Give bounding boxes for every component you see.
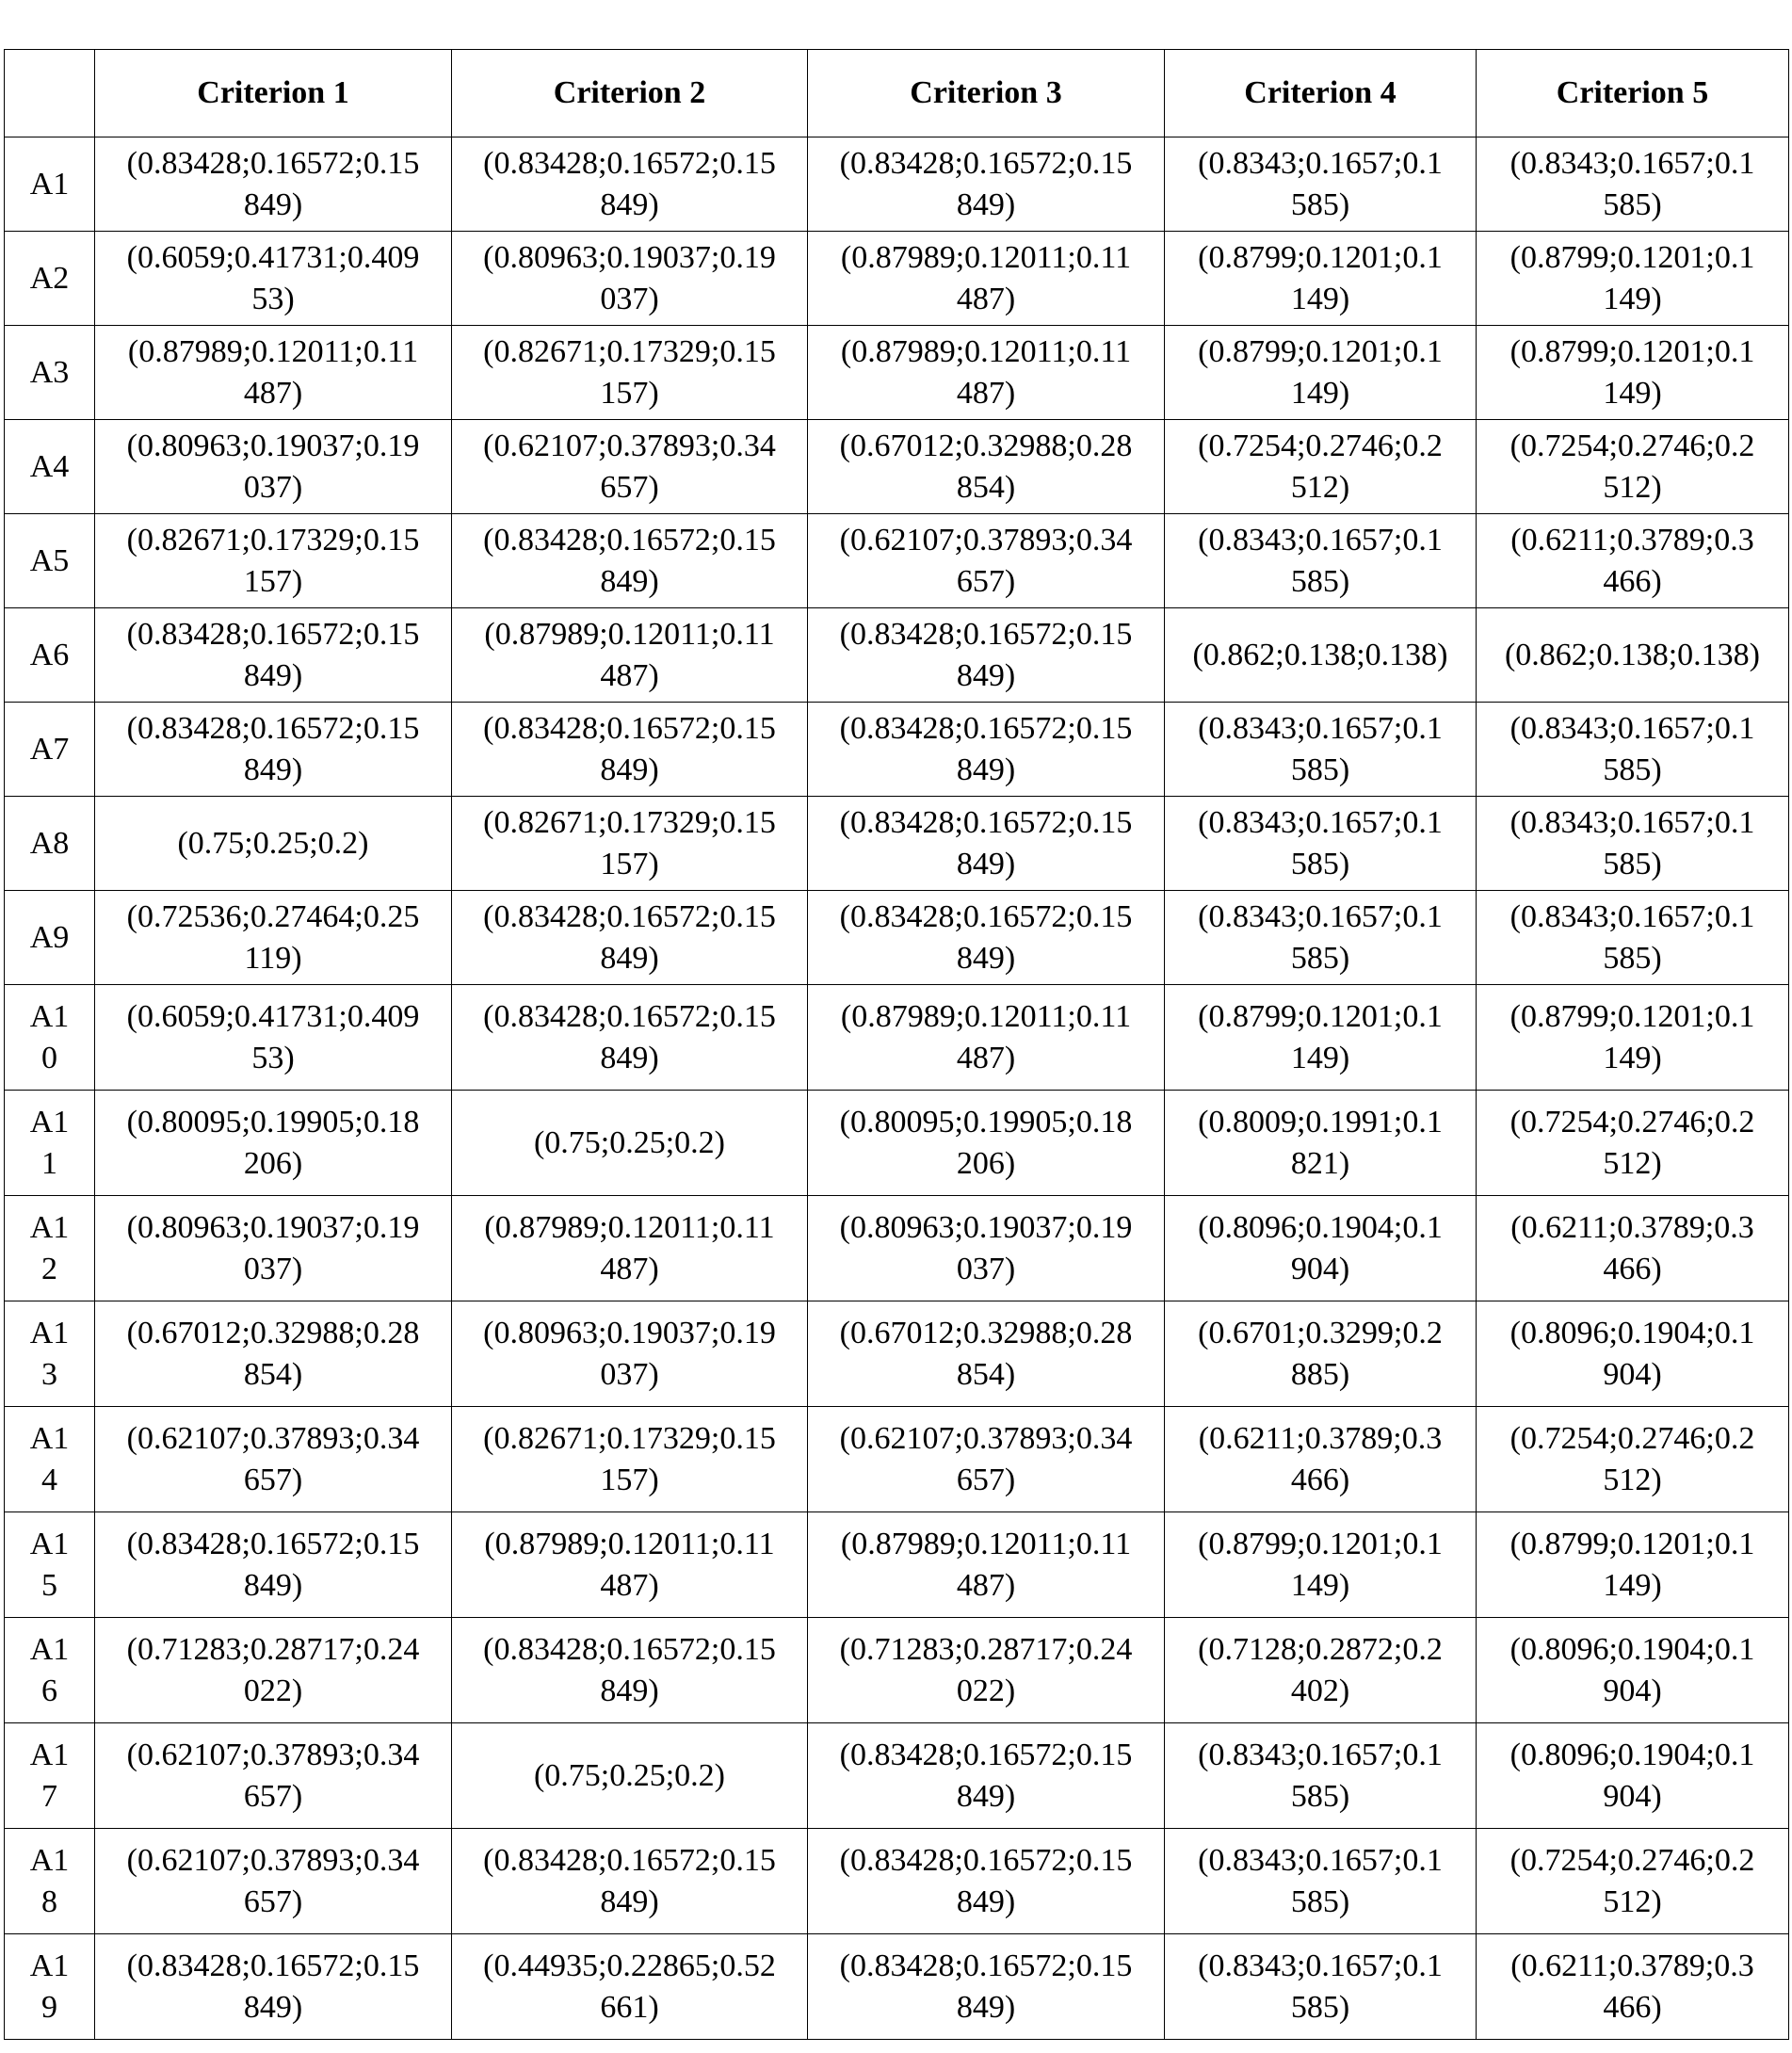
table-cell-criterion-3: (0.83428;0.16572;0.15849) [808,137,1165,232]
row-label: A9 [5,891,95,985]
row-label: A5 [5,514,95,608]
table-row [5,1301,1789,1407]
table-cell-criterion-5: (0.8799;0.1201;0.1149) [1477,326,1789,420]
table-cell-criterion-3: (0.83428;0.16572;0.15849) [808,1934,1165,2040]
row-label: A10 [5,985,95,1091]
table-row [5,1196,1789,1301]
table-cell-criterion-4: (0.8009;0.1991;0.1821) [1165,1091,1477,1196]
table-cell-criterion-3: (0.62107;0.37893;0.34657) [808,514,1165,608]
table-cell-criterion-1: (0.82671;0.17329;0.15157) [95,514,452,608]
table-cell-criterion-4: (0.862;0.138;0.138) [1165,608,1477,703]
table-cell-criterion-2: (0.82671;0.17329;0.15157) [452,797,808,891]
table-row [5,232,1789,326]
table-cell-criterion-2: (0.80963;0.19037;0.19037) [452,232,808,326]
row-label: A3 [5,326,95,420]
row-label: A13 [5,1301,95,1407]
table-cell-criterion-4: (0.8343;0.1657;0.1585) [1165,703,1477,797]
table-row [5,797,1789,891]
table-cell-criterion-4: (0.8096;0.1904;0.1904) [1165,1196,1477,1301]
column-header-criterion-5: Criterion 5 [1477,50,1789,137]
table-row [5,1618,1789,1723]
row-label: A1 [5,137,95,232]
table-cell-criterion-5: (0.8096;0.1904;0.1904) [1477,1723,1789,1829]
header-row [5,50,1789,137]
table-cell-criterion-1: (0.83428;0.16572;0.15849) [95,137,452,232]
table-cell-criterion-5: (0.6211;0.3789;0.3466) [1477,1196,1789,1301]
table-cell-criterion-5: (0.6211;0.3789;0.3466) [1477,514,1789,608]
table-cell-criterion-2: (0.83428;0.16572;0.15849) [452,703,808,797]
table-cell-criterion-4: (0.8343;0.1657;0.1585) [1165,891,1477,985]
table-cell-criterion-1: (0.62107;0.37893;0.34657) [95,1723,452,1829]
table-cell-criterion-5: (0.7254;0.2746;0.2512) [1477,1407,1789,1512]
row-label: A11 [5,1091,95,1196]
row-label: A2 [5,232,95,326]
table-cell-criterion-3: (0.83428;0.16572;0.15849) [808,797,1165,891]
table-cell-criterion-1: (0.6059;0.41731;0.40953) [95,232,452,326]
table-cell-criterion-5: (0.8343;0.1657;0.1585) [1477,891,1789,985]
row-label: A4 [5,420,95,514]
table-cell-criterion-3: (0.83428;0.16572;0.15849) [808,1829,1165,1934]
table-row [5,326,1789,420]
table-cell-criterion-1: (0.71283;0.28717;0.24022) [95,1618,452,1723]
table-cell-criterion-4: (0.7254;0.2746;0.2512) [1165,420,1477,514]
table-row [5,1829,1789,1934]
table-cell-criterion-4: (0.6701;0.3299;0.2885) [1165,1301,1477,1407]
table-body [5,137,1789,2040]
table-cell-criterion-3: (0.80963;0.19037;0.19037) [808,1196,1165,1301]
row-label: A14 [5,1407,95,1512]
table-cell-criterion-5: (0.862;0.138;0.138) [1477,608,1789,703]
table-cell-criterion-5: (0.8343;0.1657;0.1585) [1477,703,1789,797]
table-cell-criterion-1: (0.72536;0.27464;0.25119) [95,891,452,985]
row-label: A17 [5,1723,95,1829]
table-cell-criterion-4: (0.8343;0.1657;0.1585) [1165,1934,1477,2040]
table-row [5,703,1789,797]
table-cell-criterion-1: (0.83428;0.16572;0.15849) [95,608,452,703]
table-cell-criterion-2: (0.83428;0.16572;0.15849) [452,514,808,608]
table-cell-criterion-2: (0.44935;0.22865;0.52661) [452,1934,808,2040]
column-header-criterion-4: Criterion 4 [1165,50,1477,137]
table-cell-criterion-3: (0.83428;0.16572;0.15849) [808,891,1165,985]
table-cell-criterion-4: (0.8343;0.1657;0.1585) [1165,1829,1477,1934]
table-cell-criterion-4: (0.8799;0.1201;0.1149) [1165,1512,1477,1618]
table-cell-criterion-1: (0.83428;0.16572;0.15849) [95,1934,452,2040]
table-cell-criterion-3: (0.71283;0.28717;0.24022) [808,1618,1165,1723]
row-label: A8 [5,797,95,891]
table-cell-criterion-4: (0.8799;0.1201;0.1149) [1165,232,1477,326]
table-cell-criterion-1: (0.80963;0.19037;0.19037) [95,1196,452,1301]
table-row [5,1934,1789,2040]
table-cell-criterion-3: (0.62107;0.37893;0.34657) [808,1407,1165,1512]
table-cell-criterion-1: (0.87989;0.12011;0.11487) [95,326,452,420]
table-cell-criterion-4: (0.8343;0.1657;0.1585) [1165,1723,1477,1829]
column-header-criterion-2: Criterion 2 [452,50,808,137]
table-cell-criterion-2: (0.82671;0.17329;0.15157) [452,1407,808,1512]
table-cell-criterion-5: (0.8343;0.1657;0.1585) [1477,137,1789,232]
table-cell-criterion-2: (0.83428;0.16572;0.15849) [452,891,808,985]
table-cell-criterion-5: (0.8799;0.1201;0.1149) [1477,985,1789,1091]
table-cell-criterion-1: (0.80963;0.19037;0.19037) [95,420,452,514]
table-cell-criterion-4: (0.6211;0.3789;0.3466) [1165,1407,1477,1512]
table-cell-criterion-3: (0.87989;0.12011;0.11487) [808,232,1165,326]
row-label: A19 [5,1934,95,2040]
criteria-table [4,49,1789,2040]
table-row [5,608,1789,703]
table-cell-criterion-1: (0.67012;0.32988;0.28854) [95,1301,452,1407]
table-cell-criterion-3: (0.67012;0.32988;0.28854) [808,420,1165,514]
table-cell-criterion-5: (0.8096;0.1904;0.1904) [1477,1618,1789,1723]
table-row [5,1091,1789,1196]
table-row [5,514,1789,608]
table-cell-criterion-2: (0.87989;0.12011;0.11487) [452,1512,808,1618]
table-cell-criterion-4: (0.8343;0.1657;0.1585) [1165,514,1477,608]
table-cell-criterion-2: (0.83428;0.16572;0.15849) [452,1618,808,1723]
table-cell-criterion-2: (0.80963;0.19037;0.19037) [452,1301,808,1407]
table-cell-criterion-5: (0.8096;0.1904;0.1904) [1477,1301,1789,1407]
row-label: A16 [5,1618,95,1723]
row-label: A6 [5,608,95,703]
row-label: A15 [5,1512,95,1618]
table-cell-criterion-1: (0.83428;0.16572;0.15849) [95,1512,452,1618]
table-row [5,1407,1789,1512]
table-cell-criterion-2: (0.83428;0.16572;0.15849) [452,137,808,232]
table-cell-criterion-4: (0.8799;0.1201;0.1149) [1165,326,1477,420]
table-cell-criterion-4: (0.8343;0.1657;0.1585) [1165,797,1477,891]
table-cell-criterion-2: (0.87989;0.12011;0.11487) [452,1196,808,1301]
table-cell-criterion-2: (0.75;0.25;0.2) [452,1091,808,1196]
column-header-criterion-3: Criterion 3 [808,50,1165,137]
row-label: A12 [5,1196,95,1301]
table-cell-criterion-3: (0.87989;0.12011;0.11487) [808,1512,1165,1618]
table-cell-criterion-1: (0.80095;0.19905;0.18206) [95,1091,452,1196]
table-cell-criterion-2: (0.87989;0.12011;0.11487) [452,608,808,703]
table-cell-criterion-3: (0.80095;0.19905;0.18206) [808,1091,1165,1196]
table-cell-criterion-1: (0.62107;0.37893;0.34657) [95,1407,452,1512]
table-cell-criterion-4: (0.8343;0.1657;0.1585) [1165,137,1477,232]
column-header-criterion-1: Criterion 1 [95,50,452,137]
table-cell-criterion-2: (0.83428;0.16572;0.15849) [452,1829,808,1934]
table-cell-criterion-3: (0.83428;0.16572;0.15849) [808,608,1165,703]
table-cell-criterion-5: (0.8799;0.1201;0.1149) [1477,232,1789,326]
table-row [5,420,1789,514]
table-row [5,137,1789,232]
table-cell-criterion-1: (0.83428;0.16572;0.15849) [95,703,452,797]
table-cell-criterion-5: (0.7254;0.2746;0.2512) [1477,1829,1789,1934]
row-label: A18 [5,1829,95,1934]
table-row [5,985,1789,1091]
table-cell-criterion-3: (0.67012;0.32988;0.28854) [808,1301,1165,1407]
table-cell-criterion-3: (0.87989;0.12011;0.11487) [808,985,1165,1091]
table-cell-criterion-2: (0.83428;0.16572;0.15849) [452,985,808,1091]
table-cell-criterion-5: (0.6211;0.3789;0.3466) [1477,1934,1789,2040]
table-cell-criterion-4: (0.7128;0.2872;0.2402) [1165,1618,1477,1723]
table-cell-criterion-3: (0.83428;0.16572;0.15849) [808,1723,1165,1829]
corner-header-cell [5,50,95,137]
table-cell-criterion-5: (0.7254;0.2746;0.2512) [1477,420,1789,514]
row-label: A7 [5,703,95,797]
table-cell-criterion-2: (0.62107;0.37893;0.34657) [452,420,808,514]
table-cell-criterion-1: (0.75;0.25;0.2) [95,797,452,891]
table-cell-criterion-2: (0.82671;0.17329;0.15157) [452,326,808,420]
table-cell-criterion-4: (0.8799;0.1201;0.1149) [1165,985,1477,1091]
table-cell-criterion-3: (0.83428;0.16572;0.15849) [808,703,1165,797]
table-row [5,1723,1789,1829]
table-cell-criterion-3: (0.87989;0.12011;0.11487) [808,326,1165,420]
table-cell-criterion-5: (0.8343;0.1657;0.1585) [1477,797,1789,891]
table-row [5,891,1789,985]
table-cell-criterion-5: (0.7254;0.2746;0.2512) [1477,1091,1789,1196]
table-cell-criterion-2: (0.75;0.25;0.2) [452,1723,808,1829]
table-cell-criterion-1: (0.6059;0.41731;0.40953) [95,985,452,1091]
table-cell-criterion-1: (0.62107;0.37893;0.34657) [95,1829,452,1934]
table-row [5,1512,1789,1618]
table-cell-criterion-5: (0.8799;0.1201;0.1149) [1477,1512,1789,1618]
